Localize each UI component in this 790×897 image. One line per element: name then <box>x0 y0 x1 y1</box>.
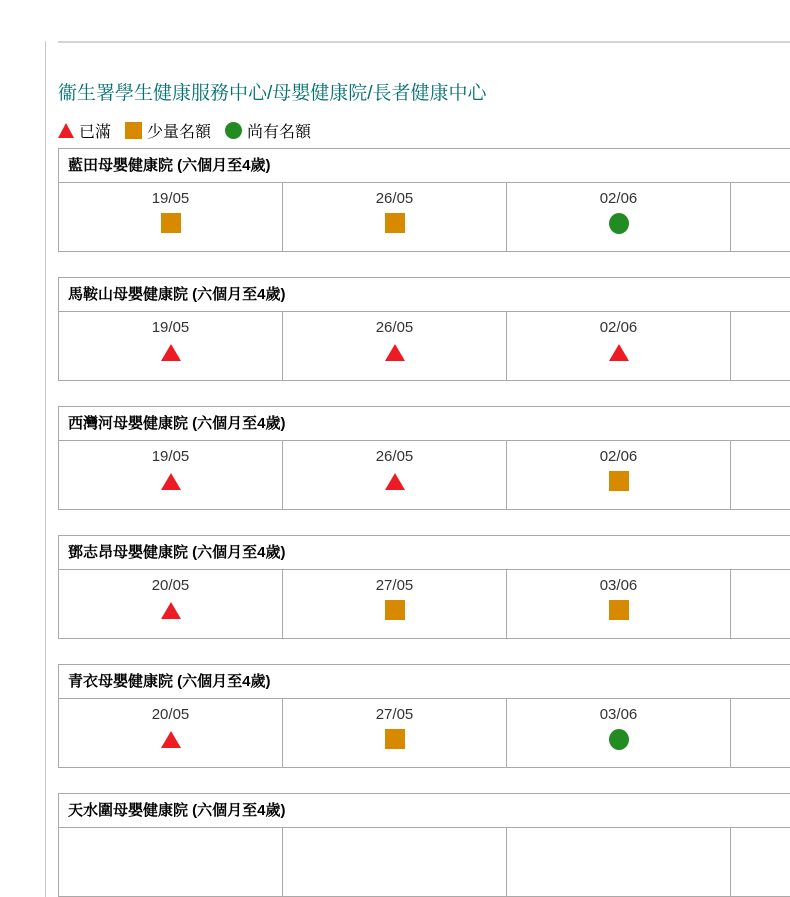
clinic-name: 青衣母嬰健康院 (六個月至4歲) <box>59 665 790 699</box>
slot-date: 20/05 <box>151 577 190 594</box>
available-icon <box>609 213 629 234</box>
slot-status <box>161 341 181 363</box>
limited-quota-icon <box>385 213 405 233</box>
slot-cell <box>507 183 731 251</box>
available-icon <box>609 729 629 750</box>
availability-legend <box>58 119 790 141</box>
slot-status <box>385 599 405 621</box>
clinic-name: 藍田母嬰健康院 (六個月至4歲) <box>59 149 790 183</box>
slot-cell <box>507 441 731 509</box>
full-icon <box>161 473 181 490</box>
slot-cell <box>59 570 283 638</box>
slot-date: 26/05 <box>375 448 414 465</box>
slot-date: 02/06 <box>599 448 638 465</box>
slot-status <box>385 341 405 363</box>
slot-status <box>385 212 405 234</box>
slot-status <box>609 341 629 363</box>
slot-row <box>59 699 790 767</box>
clinic-list <box>58 148 790 897</box>
legend-label-limited: 少量名額 <box>147 123 212 141</box>
slot-cell <box>283 570 507 638</box>
slot-date: 19/05 <box>151 190 190 207</box>
slot-date: 27/05 <box>375 577 414 594</box>
slot-row <box>59 570 790 638</box>
slot-date: 27/05 <box>375 706 414 723</box>
slot-cell <box>731 570 790 638</box>
slot-cell <box>731 828 790 896</box>
slot-date: 02/06 <box>599 319 638 336</box>
slot-cell <box>507 312 731 380</box>
slot-cell <box>59 312 283 380</box>
clinic-card <box>58 148 790 252</box>
slot-cell <box>283 828 507 896</box>
slot-status <box>161 470 181 492</box>
slot-date: 26/05 <box>375 190 414 207</box>
limited-quota-icon <box>385 729 405 749</box>
slot-row <box>59 441 790 509</box>
slot-cell <box>59 183 283 251</box>
slot-status <box>609 728 629 750</box>
clinic-name: 馬鞍山母嬰健康院 (六個月至4歲) <box>59 278 790 312</box>
clinic-card <box>58 406 790 510</box>
page-title: 衞生署學生健康服務中心/母嬰健康院/長者健康中心 <box>58 83 487 104</box>
full-icon <box>609 344 629 361</box>
full-icon <box>385 473 405 490</box>
content-area <box>45 41 790 897</box>
slot-date: 02/06 <box>599 190 638 207</box>
limited-quota-icon <box>125 122 142 139</box>
slot-cell <box>283 183 507 251</box>
slot-row <box>59 312 790 380</box>
slot-row <box>59 183 790 251</box>
slot-status <box>609 599 629 621</box>
slot-cell <box>731 699 790 767</box>
clinic-card <box>58 793 790 897</box>
slot-cell <box>283 312 507 380</box>
slot-row <box>59 828 790 896</box>
slot-date: 03/06 <box>599 706 638 723</box>
full-icon <box>58 123 74 138</box>
slot-cell <box>59 828 283 896</box>
clinic-card <box>58 664 790 768</box>
slot-status <box>161 212 181 234</box>
full-icon <box>161 731 181 748</box>
slot-status <box>385 470 405 492</box>
clinic-card <box>58 277 790 381</box>
slot-cell <box>59 441 283 509</box>
legend-label-available: 尚有名額 <box>247 123 312 141</box>
clinic-name: 天水圍母嬰健康院 (六個月至4歲) <box>59 794 790 828</box>
limited-quota-icon <box>385 600 405 620</box>
slot-status <box>161 599 181 621</box>
slot-cell <box>507 828 731 896</box>
clinic-card <box>58 535 790 639</box>
clinic-name: 西灣河母嬰健康院 (六個月至4歲) <box>59 407 790 441</box>
slot-date: 19/05 <box>151 319 190 336</box>
slot-cell <box>731 441 790 509</box>
slot-date: 19/05 <box>151 448 190 465</box>
slot-status <box>609 212 629 234</box>
slot-status <box>385 728 405 750</box>
slot-cell <box>283 699 507 767</box>
limited-quota-icon <box>609 471 629 491</box>
full-icon <box>161 602 181 619</box>
legend-label-full: 已滿 <box>79 123 112 141</box>
slot-cell <box>731 312 790 380</box>
slot-cell <box>283 441 507 509</box>
full-icon <box>161 344 181 361</box>
available-icon <box>225 122 242 139</box>
limited-quota-icon <box>609 600 629 620</box>
slot-cell <box>731 183 790 251</box>
section-divider <box>58 41 790 43</box>
slot-date: 26/05 <box>375 319 414 336</box>
slot-status <box>161 728 181 750</box>
slot-date: 20/05 <box>151 706 190 723</box>
slot-cell <box>507 699 731 767</box>
slot-cell <box>507 570 731 638</box>
slot-status <box>609 470 629 492</box>
limited-quota-icon <box>161 213 181 233</box>
full-icon <box>385 344 405 361</box>
clinic-name: 鄧志昂母嬰健康院 (六個月至4歲) <box>59 536 790 570</box>
slot-cell <box>59 699 283 767</box>
slot-date: 03/06 <box>599 577 638 594</box>
